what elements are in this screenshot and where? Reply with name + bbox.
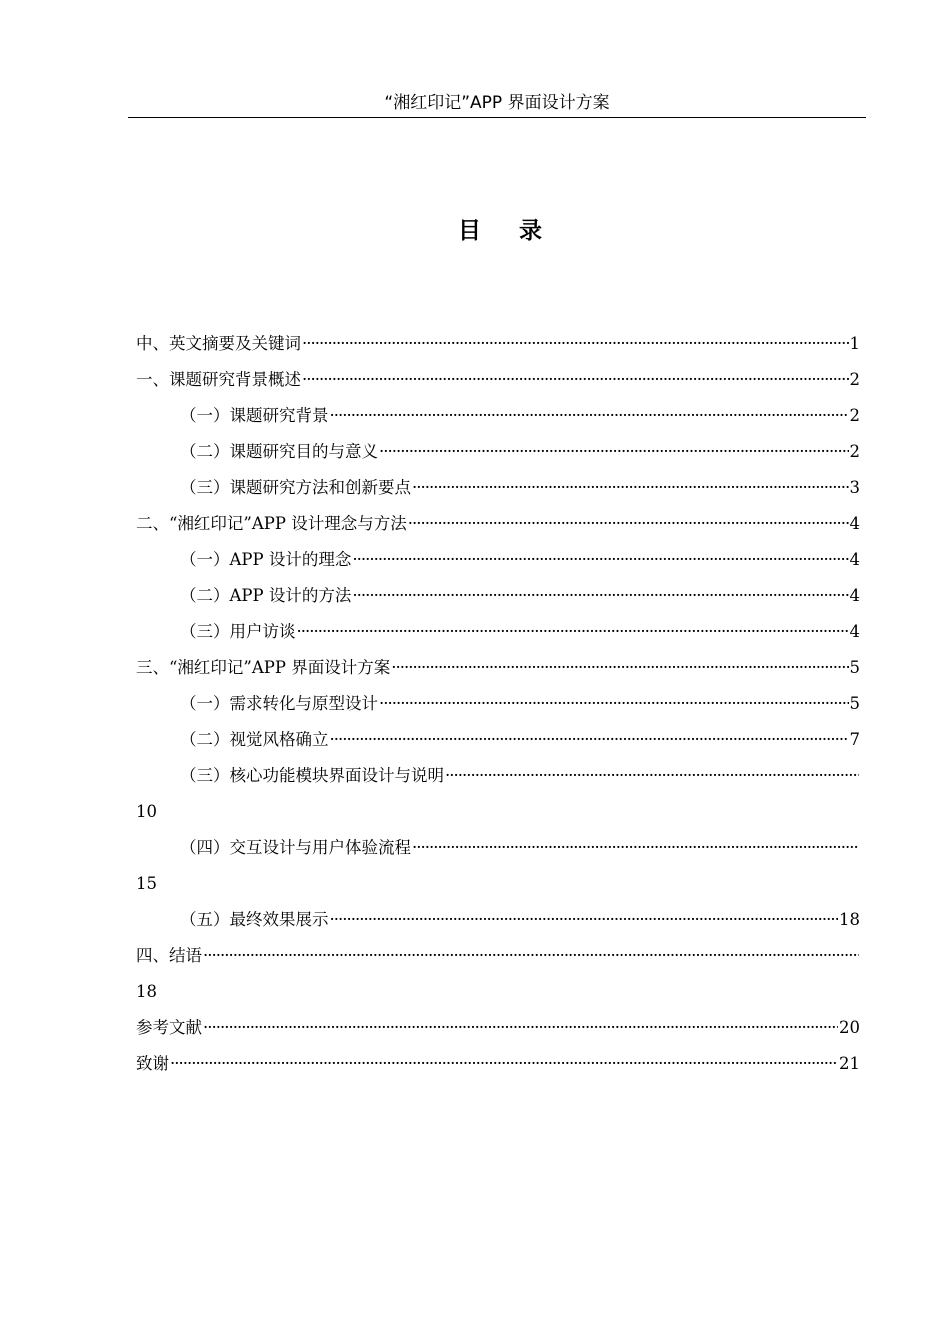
toc-entry-label: （三）用户访谈 [180,622,296,641]
toc-entry-label: 参考文献 [136,1018,202,1037]
toc-entry-page: 2 [849,406,860,425]
toc-entry[interactable] [136,902,860,938]
dot-leader [203,938,859,974]
toc-entry-page: 4 [849,550,860,569]
toc-entry-page: 20 [839,1018,860,1037]
table-of-contents [136,326,860,1082]
header-rule [128,117,866,118]
toc-entry-label: （一）课题研究背景 [180,406,329,425]
dot-leader [445,758,859,794]
toc-entry[interactable] [136,614,860,650]
toc-entry[interactable] [136,758,860,794]
toc-entry-wrapped-page [136,974,860,1010]
dot-leader [379,686,849,722]
toc-entry[interactable] [136,578,860,614]
toc-entry-label: 三、“湘红印记”APP 界面设计方案 [136,658,391,677]
toc-entry-label: （五）最终效果展示 [180,910,329,929]
toc-entry-label: （三）核心功能模块界面设计与说明 [180,766,444,785]
toc-entry[interactable] [136,362,860,398]
toc-entry-label: （一）APP 设计的理念 [180,550,352,569]
toc-entry-label: （二）课题研究目的与意义 [180,442,378,461]
toc-entry-page: 18 [136,982,157,1001]
toc-entry[interactable] [136,1010,860,1046]
toc-title-right: 录 [519,218,542,244]
dot-leader [412,470,849,506]
toc-entry-page: 5 [849,694,860,713]
toc-title-left: 目 [458,218,481,244]
toc-entry-label: 四、结语 [136,946,202,965]
toc-entry-page: 15 [136,874,157,893]
toc-entry-label: 一、课题研究背景概述 [136,370,301,389]
toc-entry-wrapped-page [136,866,860,902]
running-header: “湘红印记”APP 界面设计方案 [384,93,610,113]
toc-entry-page: 5 [849,658,860,677]
toc-entry-page: 7 [849,730,860,749]
toc-entry-page: 3 [849,478,860,497]
toc-entry[interactable] [136,938,860,974]
dot-leader [330,902,839,938]
dot-leader [330,722,849,758]
toc-entry-page: 4 [849,514,860,533]
dot-leader [391,650,848,686]
dot-leader [170,1046,838,1082]
dot-leader [203,1010,838,1046]
toc-entry[interactable] [136,650,860,686]
toc-entry-label: （一）需求转化与原型设计 [180,694,378,713]
toc-entry-label: （二）APP 设计的方法 [180,586,352,605]
toc-entry-label: 致谢 [136,1054,169,1073]
toc-entry-page: 2 [849,370,860,389]
toc-entry-page: 4 [849,622,860,641]
toc-entry[interactable] [136,1046,860,1082]
toc-entry-label: （三）课题研究方法和创新要点 [180,478,411,497]
dot-leader [379,434,849,470]
toc-entry-page: 18 [839,910,860,929]
dot-leader [408,506,849,542]
dot-leader [352,578,848,614]
toc-entry-page: 2 [849,442,860,461]
toc-entry[interactable] [136,722,860,758]
toc-entry[interactable] [136,542,860,578]
toc-entry-label: 中、英文摘要及关键词 [136,334,301,353]
toc-entry-page: 1 [849,334,860,353]
toc-entry[interactable] [136,470,860,506]
toc-entry-page: 4 [849,586,860,605]
toc-entry[interactable] [136,506,860,542]
dot-leader [330,398,849,434]
dot-leader [302,362,849,398]
toc-entry[interactable] [136,686,860,722]
dot-leader [412,830,859,866]
dot-leader [297,614,849,650]
toc-entry[interactable] [136,326,860,362]
toc-title [0,212,950,245]
toc-entry-wrapped-page [136,794,860,830]
toc-entry-page: 21 [839,1054,860,1073]
toc-entry[interactable] [136,398,860,434]
dot-leader [352,542,848,578]
toc-entry[interactable] [136,434,860,470]
dot-leader [302,326,849,362]
toc-entry-label: （四）交互设计与用户体验流程 [180,838,411,857]
toc-entry[interactable] [136,830,860,866]
toc-entry-label: （二）视觉风格确立 [180,730,329,749]
toc-entry-label: 二、“湘红印记”APP 设计理念与方法 [136,514,407,533]
toc-entry-page: 10 [136,802,157,821]
